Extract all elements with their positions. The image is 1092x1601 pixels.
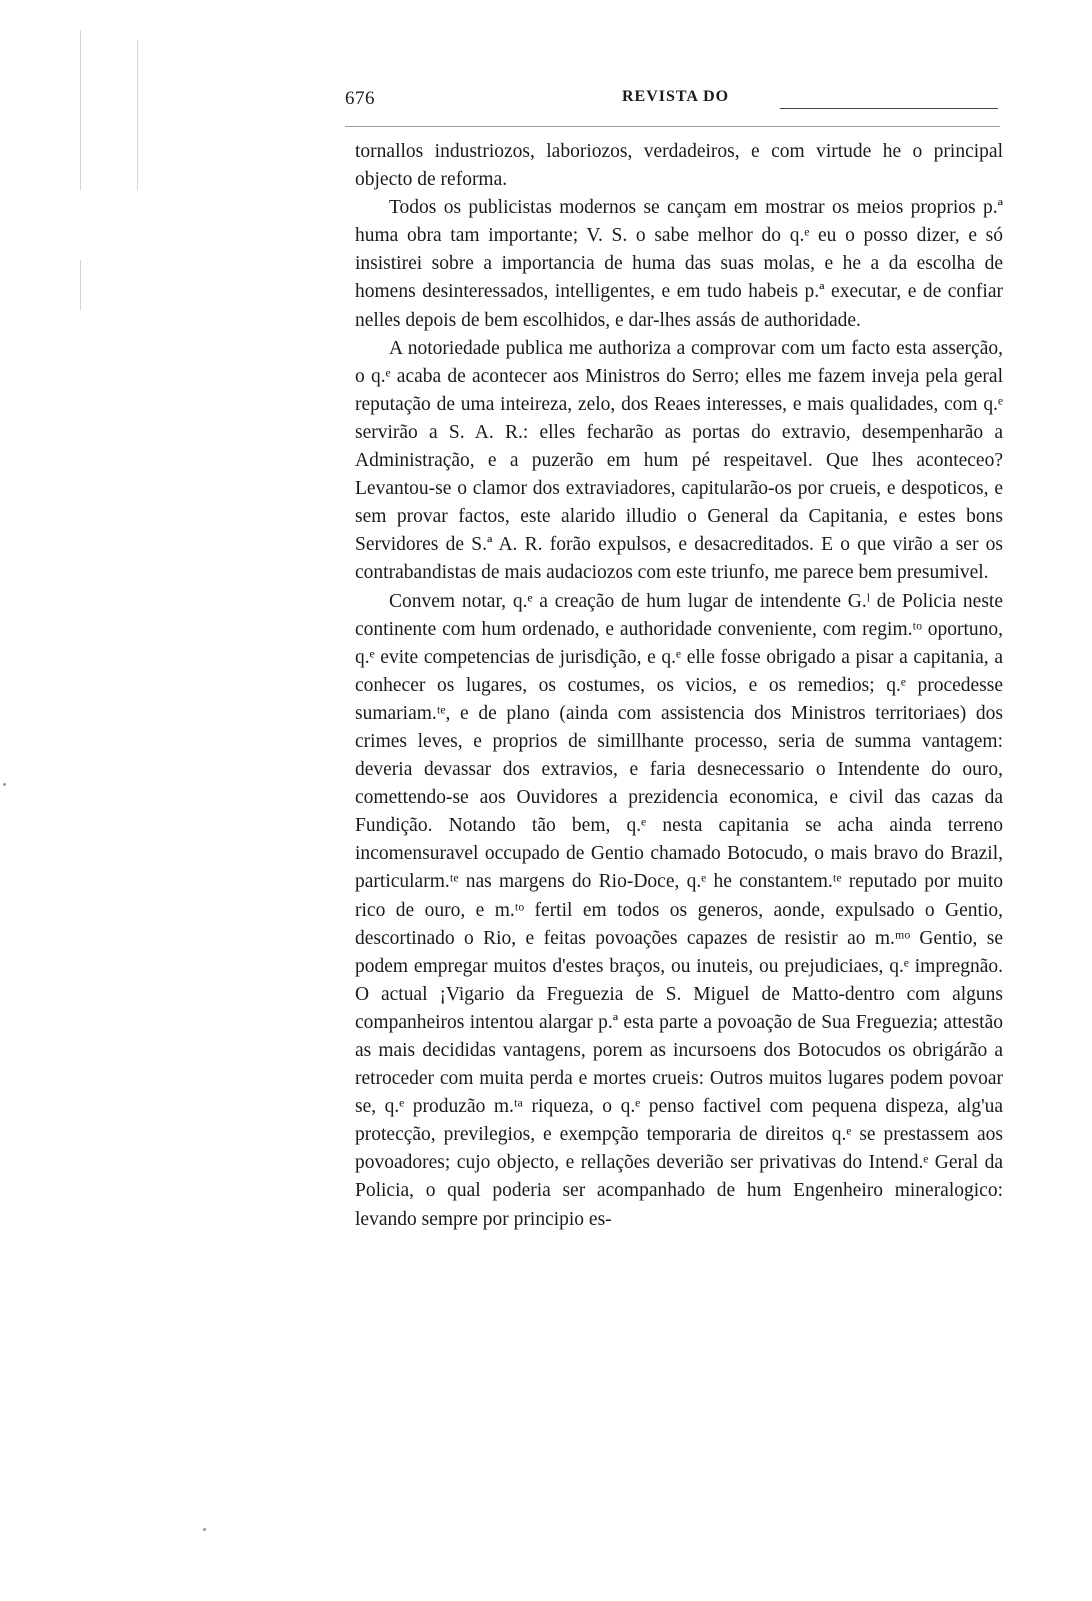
header-underline [345,126,1000,127]
paragraph-notoriedade: A notoriedade publica me authoriza a comprovar com um facto esta asserção, o q.ᵉ acaba de acontecer aos Ministros do Serro; elles me fazem inveja pela geral reputação de uma inteireza, zelo, dos Reaes interesses, e mais qualidades, com q.ᵉ servirão a S. A. R.: elles fecharão as portas do extravio, desempenharão a Administração, e a puzerão em hum pé respeitavel. Que lhes aconteceo? Levantou-se o clamor dos extraviadores, capitularão-os por crueis, e despoticos, e sem provar factos, este alarido illudio o General da Capitania, e estes bons Servidores de S.ª A. R. forão expulsos, e desacreditados. E o que virão a ser os contrabandistas de mais audaciozos com este triunfo, me parece bem presumivel. [355,337,1003,584]
page-header [345,88,1000,128]
running-title: REVISTA DO [622,88,730,105]
scan-speck [203,1528,206,1531]
paragraph-intendente: Convem notar, q.ᵉ a creação de hum lugar de intendente G.ˡ de Policia neste continente com hum ordenado, e authoridade conveniente, com regim.ᵗᵒ oportuno, q.ᵉ evite competencias de jurisdição, e q.ᵉ elle fosse obrigado a pisar a capitania, a conhecer os lugares, os costumes, os vicios, e os remedios; q.ᵉ procedesse sumariam.ᵗᵉ, e de plano (ainda com assistencia dos Ministros territoriaes) dos crimes leves, e proprios de simillhante processo, seria de summa vantagem: deveria devassar dos extravios, e faria desnecessario o Intendente do ouro, comettendo-se aos Ouvidores a prezidencia economica, e civil das cazas da Fundição. Notando tão bem, q.ᵉ nesta capitania se acha ainda terreno incomensuravel occupado de Gentio chamado Botocudo, o mais bravo do Brazil, particularm.ᵗᵉ nas margens do Rio-Doce, q.ᵉ he constantem.ᵗᵉ reputado por muito rico de ouro, e m.ᵗᵒ fertil em todos os generos, aonde, expulsado o Gentio, descortinado o Rio, e feitas povoações capazes de resistir ao m.ᵐᵒ Gentio, se podem empregar muitos d'estes braços, ou inuteis, ou prejudiciaes, q.ᵉ impregnão. O actual ¡Vigario da Freguezia de S. Miguel de Matto-dentro com alguns companheiros intentou alargar p.ª esta parte a povoação de Sua Freguezia; attestão as mais decididas vantagens, porem as incursoens dos Botocudos os obrigárão a retroceder com muita perda e mortes crueis: Outros muitos lugares podem povoar se, q.ᵉ produzão m.ᵗᵃ riqueza, o q.ᵉ penso factivel com pequena dispeza, alg'ua protecção, previlegios, e exempção temporaria de direitos q.ᵉ se prestassem aos povoadores; cujo objecto, e rellações deverião ser privativas do Intend.ᵉ Geral da Policia, o qual poderia ser acompanhado de hum Engenheiro mineralogico: levando sempre por principio es- [355,590,1003,1230]
scan-speck [3,783,6,786]
paragraph-publicistas: Todos os publicistas modernos se cançam em mostrar os meios proprios p.ª huma obra tam importante; V. S. o sabe melhor do q.ᵉ eu o posso dizer, e só insistirei sobre a importancia de huma das suas molas, e he a da escolha de homens desinteressados, intelligentes, e em tudo habeis p.ª executar, e de confiar nelles depois de bem escolhidos, e dar-lhes assás de authoridade. [355,197,1003,331]
scan-margin-line [137,40,138,190]
header-rule [780,108,998,109]
scan-margin-line [80,260,81,310]
body-text [355,138,1003,1234]
paragraph-continuation: tornallos industriozos, laboriozos, verdadeiros, e com virtude he o principal objecto de reforma. [355,141,1003,191]
scan-margin-line [80,30,81,190]
page-number: 676 [345,88,375,109]
